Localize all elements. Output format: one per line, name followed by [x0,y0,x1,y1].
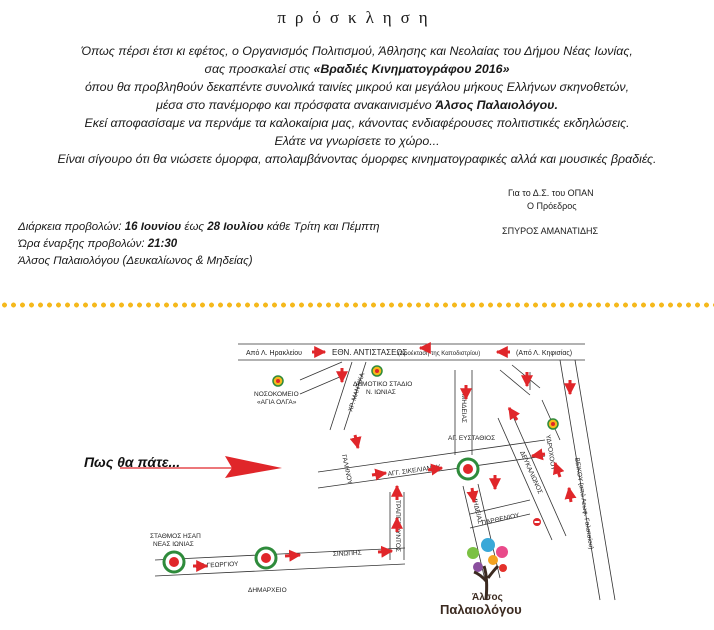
route-arrow-2 [285,555,300,556]
stadium-marker-center-icon [375,369,379,373]
street-label-ag-georgiou: ΑΓ. ΓΕΩΡΓΙΟΥ [195,560,239,570]
street-label-hydroxoos: ΥΔΡΟΧΟΟΥ [544,434,557,472]
top-road-note: (προέκταση της Καποδιστρίου) [398,351,481,357]
route-arrow-8 [532,454,545,456]
street-label-mideias: ΜΗΔΕΙΑΣ [460,394,467,423]
time-line: Ώρα έναρξης προβολών: 21:30 [18,238,178,250]
intro-line-4: μέσα στο πανέμορφο και πρόσφατα ανακαινισμένο Άλσος Παλαιολόγου. [156,98,558,112]
hospital-marker-center-icon [276,379,280,383]
station-area: ΝΕΑΣ ΙΩΝΙΑΣ [153,541,194,548]
poi-marker-center-icon [551,422,555,426]
leaf-green-icon [467,547,479,559]
town-hall-node-center-icon [261,553,271,563]
route-arrow-6 [372,473,386,475]
stadium-label: ΔΗΜΟΤΙΚΟ ΣΤΑΔΙΟ [353,381,413,388]
street-label-sikelianou: ΑΓΓ. ΣΙΚΕΛΙΑΝΟΥ [387,463,442,478]
venue-name: Άλσος Παλαιολόγου. [435,98,558,112]
hospital-name: «ΑΓΙΑ ΟΛΓΑ» [257,399,297,406]
route-arrow-13 [472,488,474,502]
hospital-label: ΝΟΣΟΚΟΜΕΙΟ [254,391,299,398]
route-arrow-7 [428,468,442,470]
duration-line: Διάρκεια προβολών: 16 Ιουνίου έως 28 Ιουλίου κάθε Τρίτη και Πέμπτη [18,221,380,233]
ag-eustathios-node-center-icon [463,464,473,474]
park-logo-line-2: Παλαιολόγου [440,602,522,617]
town-hall-label: ΔΗΜΑΡΧΕΙΟ [248,587,287,594]
leaf-pink-icon [496,546,508,558]
signature-role: Ο Πρόεδρος [527,201,577,211]
street-label-mantika: ΧΡ. ΜΑΝΤΙΚΑ [347,372,367,413]
intro-line-2: σας προσκαλεί στις «Βραδιές Κινηματογράφου 2016» [204,62,510,76]
street-label-parthenioy: ΠΑΡΘΕΝΙΟΥ [480,512,521,527]
how-to-go-label: Πως θα πάτε... [84,454,181,470]
intro-line-1: Όπως πέρσι έτσι κι εφέτος, ο Οργανισμός Πολιτισμού, Άθλησης και Νεολαίας του Δήμου Νέας Ιωνίας, [81,44,633,58]
big-arrow-icon [225,456,282,478]
street-label-sinopis: ΣΙΝΩΠΗΣ [332,549,362,558]
leaf-orange-icon [488,555,498,565]
route-arrow-10 [355,435,358,448]
invitation-title: πρόσκληση [277,8,437,27]
route-arrow-3 [378,551,392,552]
top-road-from-right: (Από Λ. Κηφισίας) [516,350,573,357]
intro-line-3: όπου θα προβληθούν δεκαπέντε συνολικά ταινίες μικρού και μεγάλου μήκους Ελλήνων σκηνοθετών, [84,80,630,94]
park-logo-line-1: Άλσος [472,592,503,603]
leaf-red-icon [499,564,507,572]
stadium-area: Ν. ΙΩΝΙΑΣ [366,389,396,396]
street-label-deukalionos: ΔΕΥΚΑΛΙΩΝΟΣ [518,449,544,496]
location-line: Άλσος Παλαιολόγου (Δευκαλίωνος & Μηδείας) [18,255,253,267]
intro-line-5: Εκεί αποφασίσαμε να περνάμε τα καλοκαίρια μας, κάνοντας ενδιαφέρουσες πολιτιστικές εκδηλώσεις. [84,116,630,130]
street-label-trapezountos: ΤΡΑΠΕΖΟΥΝΤΟΣ [394,500,401,552]
event-name: «Βραδιές Κινηματογράφου 2016» [313,62,510,76]
route-nodes [164,459,478,572]
top-road-name: ΕΘΝ. ΑΝΤΙΣΤΑΣΕΩΣ [332,348,408,357]
route-arrow-14 [509,408,517,420]
intro-line-7: Είναι σίγουρο ότι θα νιώσετε όμορφα, απολαμβάνοντας όμορφες κινηματογραφικές αλλά και μουσικές βραδιές. [57,152,657,166]
route-arrow-17 [569,488,571,502]
intro-line-6: Ελάτε να γνωρίσετε το χώρο... [274,134,440,148]
top-road-from-left: Από Λ. Ηρακλείου [246,350,302,357]
station-node-center-icon [169,557,179,567]
street-label-ag-eustathios: ΑΓ. ΕΥΣΤΑΘΙΟΣ [448,435,496,442]
leaf-purple-icon [473,562,483,572]
leaf-blue-icon [481,538,495,552]
street-label-veikou: ΒΕΙΚΟΥ (από Λεωφ. Γαλατσίου) [573,457,595,550]
signature-name: ΣΠΥΡΟΣ ΑΜΑΝΑΤΙΔΗΣ [502,226,599,236]
station-label: ΣΤΑΘΜΟΣ ΗΣΑΠ [150,533,201,540]
signature-for: Για το Δ.Σ. του ΟΠΑΝ [508,188,594,198]
no-entry-bar-icon [535,521,540,523]
street-label-galinou: ΓΑΛΗΝΟΥ [340,453,354,485]
street-label-mideias-2: ΜΗΔΕΙΑΣ [470,494,484,525]
park-logo [440,538,522,617]
